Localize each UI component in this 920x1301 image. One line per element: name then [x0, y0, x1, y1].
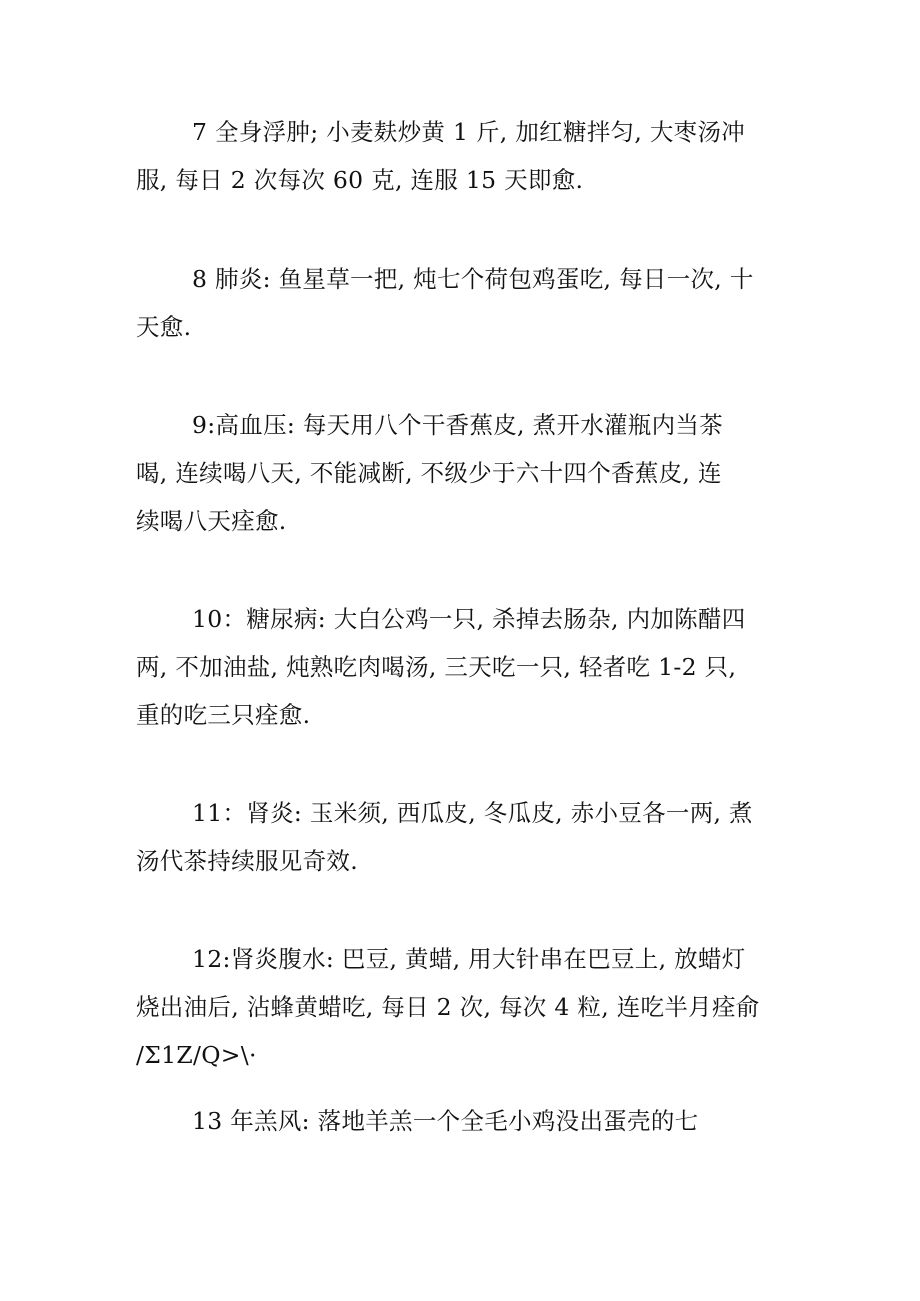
paragraph-remedy-12: [136, 935, 788, 1079]
paragraph-line: 12:肾炎腹水: 巴豆, 黄蜡, 用大针串在巴豆上, 放蜡灯: [192, 945, 746, 973]
paragraph-remedy-9: [136, 401, 788, 545]
paragraph-remedy-11: [136, 789, 788, 885]
paragraph-line: 13 年羔风: 落地羊羔一个全毛小鸡没出蛋壳的七: [192, 1107, 699, 1135]
paragraph-line: 11：肾炎: 玉米须, 西瓜皮, 冬瓜皮, 赤小豆各一两, 煮: [192, 799, 753, 827]
paragraph-line: 7 全身浮肿; 小麦麸炒黄 1 斤, 加红糖拌匀, 大枣汤冲: [192, 118, 746, 146]
paragraph-line: 汤代茶持续服见奇效.: [136, 847, 358, 875]
paragraph-line: 8 肺炎: 鱼星草一把, 炖七个荷包鸡蛋吃, 每日一次, 十: [192, 265, 754, 293]
paragraph-remedy-8: [136, 255, 788, 351]
paragraph-remedy-13: [136, 1097, 788, 1145]
paragraph-line: 续喝八天痊愈.: [136, 507, 287, 535]
paragraph-line: 天愈.: [136, 313, 192, 341]
paragraph-remedy-7: [136, 108, 788, 204]
paragraph-line: 服, 每日 2 次每次 60 克, 连服 15 天即愈.: [136, 166, 584, 194]
paragraph-line: 烧出油后, 沾蜂黄蜡吃, 每日 2 次, 每次 4 粒, 连吃半月痊俞: [136, 993, 760, 1021]
paragraph-line: 10：糖尿病: 大白公鸡一只, 杀掉去肠杂, 内加陈醋四: [192, 605, 746, 633]
paragraph-line: 9:高血压: 每天用八个干香蕉皮, 煮开水灌瓶内当茶: [192, 411, 723, 439]
paragraph-line: /Σ1Z/Q>\·: [136, 1041, 257, 1069]
paragraph-line: 重的吃三只痊愈.: [136, 701, 311, 729]
paragraph-remedy-10: [136, 595, 788, 739]
paragraph-line: 喝, 连续喝八天, 不能减断, 不级少于六十四个香蕉皮, 连: [136, 459, 722, 487]
paragraph-line: 两, 不加油盐, 炖熟吃肉喝汤, 三天吃一只, 轻者吃 1-2 只,: [136, 653, 737, 681]
